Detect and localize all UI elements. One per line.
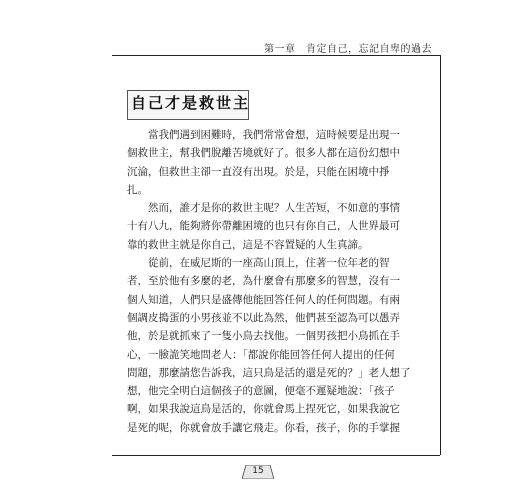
body-line: 問題，那麼請您告訴我，這只鳥是活的還是死的？」老人想了 <box>127 366 411 379</box>
body-line: 啊，如果我說這鳥是活的，你就會馬上捏死它，如果我說它 <box>127 403 400 416</box>
body-line: 個調皮搗蛋的小男孩並不以此為然，他們甚至認為可以愚弄 <box>127 311 400 324</box>
body-line: 他，於是就抓來了一隻小鳥去找他。一個男孩把小鳥抓在手 <box>127 330 400 343</box>
page-number-tab <box>242 465 274 479</box>
header-rule <box>112 55 440 56</box>
body-line: 想，他完全明白這個孩子的意圖，便毫不遲疑地說：「孩子 <box>127 385 395 398</box>
body-line: 個人知道，人們只是盛傳他能回答任何人的任何問題。有兩 <box>127 293 400 306</box>
body-line: 者，至於他有多麼的老，為什麼會有那麼多的智慧，沒有一 <box>127 275 400 288</box>
page-frame-bottom <box>112 455 440 456</box>
body-line: 個救世主，幫我們脫離苦境就好了。很多人都在這份幻想中 <box>127 147 400 160</box>
body-line: 是死的呢，你就會放手讓它飛走。你看，孩子，你的手掌握 <box>127 421 400 434</box>
body-line: 然而，誰才是你的救世主呢？人生苦短，不如意的事情 <box>127 202 400 215</box>
body-line: 從前，在威尼斯的一座高山頂上，住著一位年老的智 <box>127 257 390 270</box>
body-line: 沉淪，但救世主卻一直沒有出現。於是，只能在困境中掙 <box>127 165 390 178</box>
section-title: 自己才是救世主 <box>131 94 251 112</box>
body-line: 當我們遇到困難時，我們常常會想，這時候要是出現一 <box>127 129 400 141</box>
body-line: 扎。 <box>127 183 148 196</box>
body-line: 靠的救世主就是你自己，這是不容置疑的人生真諦。 <box>127 238 369 251</box>
body-line: 十有八九，能夠將你帶離困境的也只有你自己，人世界最可 <box>127 220 400 233</box>
page-frame-right <box>440 55 441 455</box>
running-header: 第一章 肯定自己，忘記自卑的過去 <box>264 44 432 55</box>
body-line: 心，一臉詭笑地問老人：「都說你能回答任何人提出的任何 <box>127 348 395 361</box>
body-text <box>127 126 432 437</box>
page-number: 15 <box>252 466 264 476</box>
